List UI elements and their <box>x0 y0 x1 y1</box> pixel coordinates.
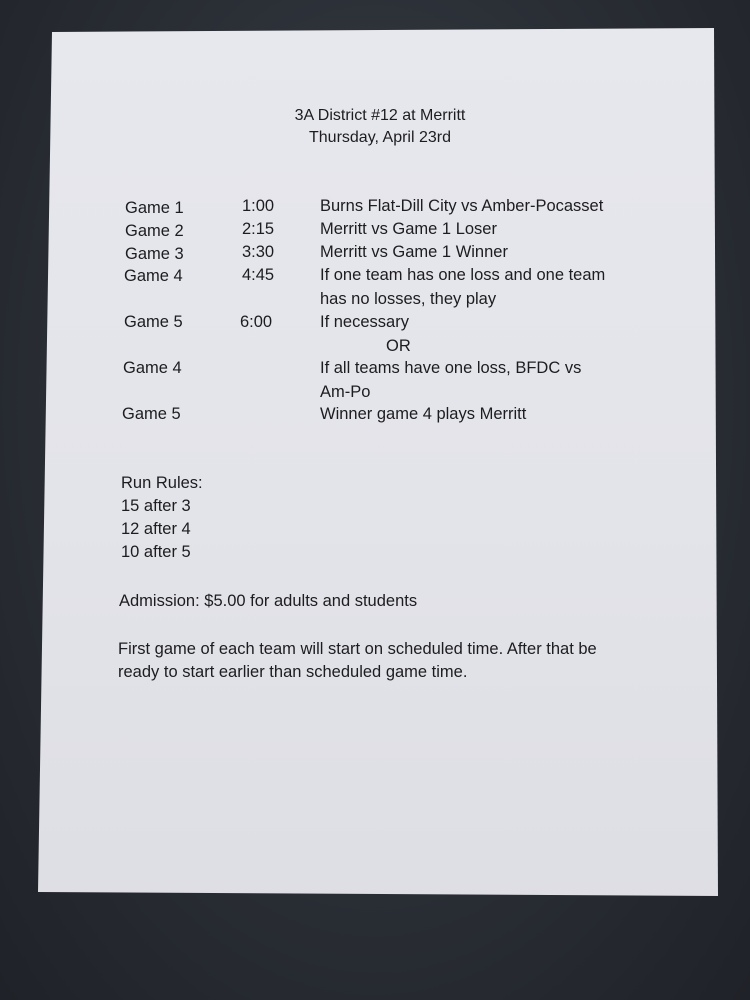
schedule-game-label: Game 4 <box>123 359 182 377</box>
schedule-description: Merritt vs Game 1 Winner <box>320 243 508 261</box>
schedule-time: 6:00 <box>240 313 273 331</box>
schedule-note-continued: ready to start earlier than scheduled game time. <box>118 663 468 681</box>
document-date: Thursday, April 23rd <box>309 129 451 146</box>
schedule-description-continued: has no losses, they play <box>320 290 497 308</box>
document-title: 3A District #12 at Merritt <box>294 107 466 124</box>
schedule-description: Winner game 4 plays Merritt <box>320 405 527 423</box>
schedule-separator: OR <box>386 337 411 355</box>
schedule-time: 4:45 <box>242 266 275 284</box>
schedule-description: Burns Flat-Dill City vs Amber-Pocasset <box>320 197 604 215</box>
schedule-description: If one team has one loss and one team <box>320 266 606 284</box>
schedule-game-label: Game 2 <box>125 222 184 240</box>
schedule-time: 3:30 <box>242 243 275 261</box>
run-rule-item: 12 after 4 <box>121 520 191 538</box>
schedule-time: 1:00 <box>242 197 275 215</box>
run-rules-heading: Run Rules: <box>121 474 203 492</box>
run-rule-item: 10 after 5 <box>121 543 191 561</box>
schedule-game-label: Game 1 <box>125 199 184 217</box>
schedule-game-label: Game 5 <box>122 405 181 423</box>
schedule-description-continued: Am-Po <box>320 383 371 401</box>
schedule-description: Merritt vs Game 1 Loser <box>320 220 497 238</box>
schedule-time: 2:15 <box>242 220 275 238</box>
schedule-note: First game of each team will start on scheduled time. After that be <box>118 640 597 658</box>
admission-info: Admission: $5.00 for adults and students <box>119 592 418 610</box>
schedule-game-label: Game 4 <box>124 267 183 285</box>
schedule-description: If necessary <box>320 313 409 331</box>
schedule-description: If all teams have one loss, BFDC vs <box>320 359 582 377</box>
schedule-game-label: Game 3 <box>125 245 184 263</box>
run-rule-item: 15 after 3 <box>121 497 191 515</box>
schedule-game-label: Game 5 <box>124 313 183 331</box>
